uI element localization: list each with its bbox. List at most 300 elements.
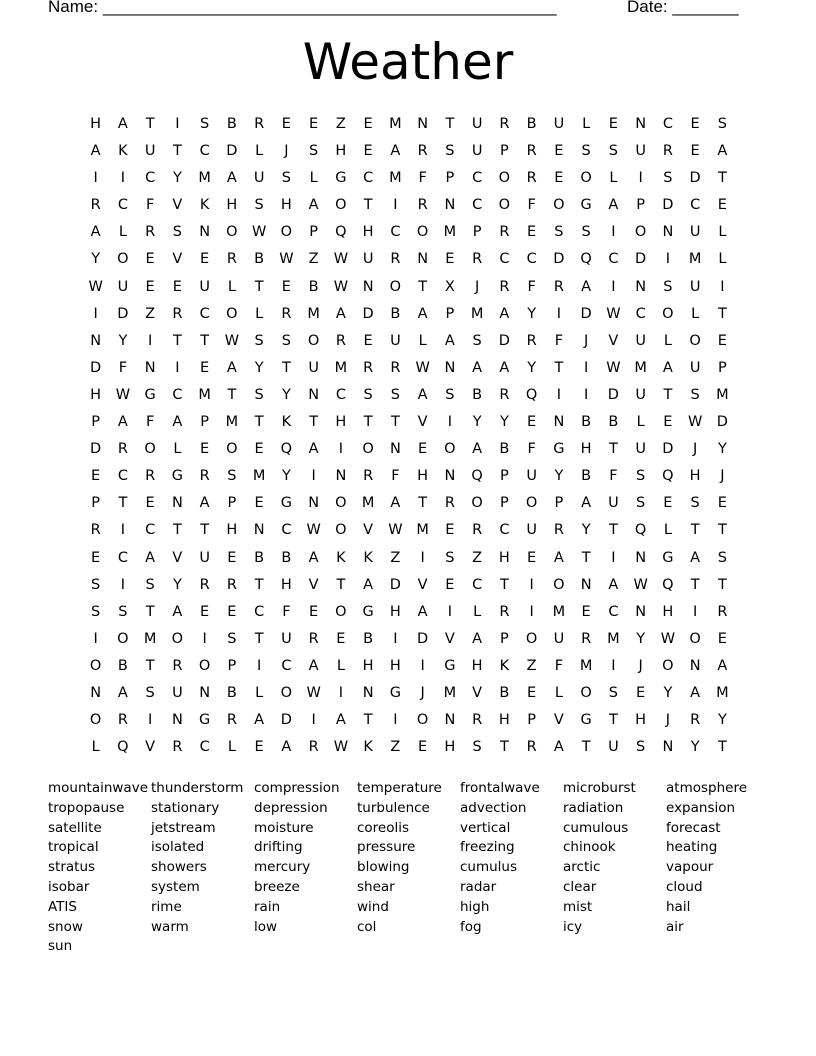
grid-letter: T: [363, 712, 373, 729]
grid-letter: I: [720, 278, 725, 295]
grid-letter: I: [311, 712, 316, 729]
grid-letter: D: [226, 143, 238, 160]
grid-letter: C: [254, 603, 265, 620]
grid-letter: I: [556, 305, 562, 322]
grid-letter: A: [172, 603, 183, 620]
grid-letter: O: [634, 224, 647, 241]
grid-letter: A: [226, 359, 237, 376]
grid-letter: D: [553, 251, 565, 268]
grid-letter: H: [498, 712, 510, 729]
grid-letter: S: [91, 603, 101, 620]
grid-letter: M: [607, 630, 620, 647]
grid-letter: I: [420, 549, 425, 566]
grid-letter: H: [335, 143, 347, 160]
grid-letter: R: [226, 712, 237, 729]
grid-letter: L: [418, 332, 427, 349]
grid-letter: E: [663, 414, 673, 431]
grid-letter: R: [499, 224, 510, 241]
grid-letter: O: [117, 251, 129, 268]
grid-letter: S: [663, 278, 673, 295]
word-item: system: [151, 878, 200, 895]
grid-letter: E: [636, 684, 646, 701]
grid-letter: F: [145, 414, 155, 431]
grid-letter: E: [91, 468, 101, 485]
grid-letter: Y: [663, 684, 673, 701]
grid-letter: R: [526, 739, 537, 756]
grid-letter: N: [417, 116, 429, 132]
word-item: cumulus: [460, 859, 518, 876]
grid-letter: Y: [281, 386, 291, 403]
grid-letter: R: [553, 522, 564, 539]
name-field[interactable]: [48, 0, 557, 17]
grid-letter: N: [308, 495, 320, 512]
grid-letter: O: [580, 170, 592, 187]
grid-row: [82, 222, 736, 249]
grid-letter: T: [254, 576, 264, 593]
grid-letter: S: [690, 495, 700, 512]
grid-letter: N: [635, 549, 647, 566]
grid-letter: S: [390, 386, 400, 403]
grid-letter: T: [554, 359, 564, 376]
grid-letter: O: [498, 197, 511, 214]
grid-letter: R: [308, 739, 319, 756]
grid-letter: T: [254, 414, 264, 431]
grid-letter: E: [445, 522, 455, 539]
grid-letter: A: [335, 712, 346, 729]
grid-letter: R: [417, 197, 428, 214]
grid-letter: T: [145, 116, 155, 132]
grid-letter: H: [498, 549, 510, 566]
grid-row: [82, 412, 736, 439]
grid-letter: T: [608, 441, 618, 458]
grid-letter: T: [227, 386, 237, 403]
grid-row: [82, 629, 736, 656]
grid-letter: P: [472, 224, 482, 241]
grid-letter: L: [582, 116, 591, 132]
word-item: rain: [254, 898, 281, 915]
grid-letter: U: [608, 739, 619, 756]
word-item: hail: [666, 898, 691, 915]
grid-letter: I: [420, 657, 425, 674]
grid-letter: E: [418, 441, 428, 458]
grid-letter: S: [472, 332, 482, 349]
grid-row: [82, 683, 736, 710]
name-blank[interactable]: ________________________________________________: [102, 0, 557, 16]
grid-letter: A: [199, 495, 210, 512]
grid-letter: R: [581, 630, 592, 647]
date-blank[interactable]: _______: [672, 0, 739, 16]
grid-letter: K: [199, 197, 210, 214]
grid-letter: G: [362, 603, 374, 620]
grid-letter: B: [254, 549, 265, 566]
grid-row: [82, 168, 736, 195]
grid-letter: J: [284, 143, 289, 160]
grid-letter: A: [417, 603, 428, 620]
grid-letter: A: [90, 143, 101, 160]
word-item: fog: [460, 918, 482, 935]
grid-letter: G: [662, 549, 674, 566]
grid-letter: G: [171, 468, 183, 485]
word-item: isolated: [151, 839, 205, 856]
grid-letter: T: [717, 739, 727, 756]
grid-letter: S: [690, 386, 700, 403]
grid-letter: V: [417, 414, 428, 431]
grid-letter: K: [499, 657, 510, 674]
grid-letter: H: [226, 197, 238, 214]
grid-letter: R: [472, 712, 483, 729]
grid-letter: A: [717, 657, 728, 674]
grid-letter: L: [336, 657, 345, 674]
grid-letter: O: [389, 278, 402, 295]
grid-letter: B: [117, 657, 128, 674]
grid-letter: O: [471, 495, 483, 512]
grid-letter: H: [389, 603, 401, 620]
grid-letter: P: [91, 414, 100, 431]
grid-letter: A: [472, 359, 483, 376]
grid-letter: V: [608, 332, 619, 349]
grid-letter: H: [580, 441, 592, 458]
grid-letter: M: [252, 468, 266, 485]
grid-letter: W: [306, 522, 321, 539]
word-item: drifting: [254, 839, 303, 856]
grid-letter: O: [553, 576, 565, 593]
word-item: mercury: [254, 859, 311, 876]
grid-letter: S: [281, 170, 291, 187]
word-item: coreolis: [357, 819, 410, 836]
grid-letter: J: [692, 441, 698, 458]
word-item: freezing: [460, 839, 515, 856]
grid-letter: E: [717, 197, 727, 214]
grid-letter: G: [199, 712, 211, 729]
grid-letter: S: [445, 143, 455, 160]
grid-letter: L: [473, 603, 482, 620]
grid-letter: R: [90, 197, 101, 214]
grid-letter: O: [226, 441, 238, 458]
grid-letter: Q: [525, 386, 538, 403]
grid-letter: T: [418, 495, 428, 512]
grid-letter: J: [638, 657, 643, 674]
grid-letter: M: [470, 305, 484, 322]
grid-letter: R: [117, 441, 128, 458]
grid-letter: E: [445, 576, 455, 593]
grid-letter: H: [280, 197, 292, 214]
grid-letter: M: [443, 684, 457, 701]
grid-letter: U: [635, 143, 646, 160]
grid-letter: M: [334, 359, 348, 376]
grid-letter: S: [145, 684, 155, 701]
grid-letter: Z: [335, 116, 346, 132]
grid-letter: B: [581, 468, 592, 485]
grid-letter: A: [472, 630, 483, 647]
grid-letter: U: [608, 495, 619, 512]
grid-letter: R: [335, 332, 346, 349]
grid-letter: H: [662, 603, 674, 620]
grid-letter: Z: [526, 657, 537, 674]
grid-letter: R: [472, 522, 483, 539]
grid-letter: H: [280, 576, 292, 593]
grid-letter: A: [335, 305, 346, 322]
grid-letter: A: [145, 549, 156, 566]
grid-letter: G: [580, 197, 592, 214]
grid-letter: A: [690, 549, 701, 566]
grid-letter: F: [391, 468, 400, 485]
grid-letter: H: [362, 657, 374, 674]
grid-letter: L: [663, 522, 672, 539]
grid-letter: G: [335, 170, 347, 187]
grid-letter: C: [635, 305, 646, 322]
grid-letter: U: [117, 278, 129, 295]
word-item: temperature: [357, 780, 442, 796]
grid-letter: I: [175, 116, 180, 132]
grid-letter: K: [363, 549, 373, 566]
grid-letter: R: [662, 143, 673, 160]
grid-letter: M: [716, 386, 729, 403]
grid-letter: W: [388, 522, 403, 539]
grid-letter: F: [554, 332, 564, 349]
grid-letter: O: [689, 630, 701, 647]
grid-letter: D: [580, 305, 592, 322]
grid-letter: F: [282, 603, 291, 620]
word-item: sun: [48, 938, 73, 955]
grid-letter: I: [556, 386, 562, 403]
grid-letter: F: [527, 197, 536, 214]
grid-letter: O: [226, 305, 238, 322]
grid-letter: H: [90, 116, 102, 132]
grid-letter: P: [554, 495, 564, 512]
grid-letter: I: [393, 197, 398, 214]
grid-letter: S: [636, 468, 646, 485]
grid-letter: H: [226, 522, 238, 539]
grid-letter: O: [335, 197, 347, 214]
grid-letter: N: [335, 468, 347, 485]
grid-letter: L: [255, 684, 264, 701]
grid-letter: I: [638, 170, 643, 187]
grid-letter: T: [172, 332, 182, 349]
grid-letter: M: [307, 305, 320, 322]
grid-letter: D: [662, 197, 674, 214]
grid-letter: D: [362, 305, 374, 322]
word-item: tropical: [48, 839, 99, 856]
grid-letter: V: [553, 712, 564, 729]
grid-letter: E: [690, 143, 700, 160]
grid-letter: M: [198, 386, 211, 403]
grid-letter: Y: [554, 468, 564, 485]
grid-letter: W: [279, 251, 294, 268]
grid-letter: V: [308, 576, 319, 593]
grid-letter: M: [716, 684, 729, 701]
grid-letter: Y: [472, 414, 482, 431]
grid-letter: L: [255, 305, 264, 322]
word-item: moisture: [254, 819, 314, 836]
grid-letter: N: [362, 684, 374, 701]
grid-letter: O: [498, 170, 511, 187]
word-item: microburst: [563, 780, 636, 796]
grid-letter: M: [225, 414, 239, 431]
grid-letter: O: [335, 495, 347, 512]
grid-letter: U: [172, 684, 183, 701]
grid-letter: M: [688, 251, 702, 268]
grid-letter: I: [120, 170, 126, 187]
grid-letter: A: [308, 549, 319, 566]
grid-letter: N: [444, 359, 456, 376]
grid-letter: I: [338, 684, 344, 701]
grid-row: [82, 195, 736, 222]
grid-row: [82, 114, 736, 141]
grid-letter: K: [118, 143, 128, 160]
grid-letter: S: [91, 576, 101, 593]
grid-letter: R: [363, 359, 374, 376]
grid-letter: X: [444, 278, 455, 295]
grid-letter: G: [280, 495, 292, 512]
grid-letter: T: [172, 522, 182, 539]
grid-letter: M: [143, 630, 157, 647]
grid-letter: Q: [471, 468, 483, 485]
grid-letter: A: [117, 116, 128, 132]
grid-letter: L: [691, 305, 700, 322]
grid-letter: W: [687, 414, 703, 431]
grid-letter: C: [608, 603, 619, 620]
grid-letter: P: [227, 657, 237, 674]
grid-row: [82, 656, 736, 683]
word-list: [48, 779, 769, 957]
grid-letter: S: [663, 170, 673, 187]
word-item: thunderstorm: [151, 780, 244, 796]
grid-letter: R: [390, 359, 401, 376]
grid-letter: S: [254, 332, 264, 349]
grid-letter: T: [690, 522, 700, 539]
header: [48, 0, 768, 19]
grid-letter: A: [608, 576, 619, 593]
grid-letter: O: [444, 441, 456, 458]
grid-letter: T: [118, 495, 128, 512]
word-item: stationary: [151, 799, 220, 816]
grid-letter: L: [309, 170, 318, 187]
grid-letter: E: [200, 251, 210, 268]
grid-letter: B: [308, 278, 319, 295]
grid-letter: E: [309, 116, 319, 132]
grid-letter: C: [390, 224, 401, 241]
grid-letter: F: [527, 441, 536, 458]
grid-letter: M: [552, 603, 566, 620]
grid-letter: M: [416, 522, 429, 539]
grid-letter: N: [662, 224, 674, 241]
grid-letter: Z: [390, 549, 401, 566]
grid-letter: M: [579, 657, 593, 674]
grid-row: [82, 737, 736, 764]
grid-letter: N: [635, 278, 647, 295]
grid-letter: T: [172, 143, 182, 160]
grid-letter: R: [553, 278, 564, 295]
grid-letter: W: [415, 359, 430, 376]
grid-letter: D: [280, 712, 292, 729]
grid-letter: S: [145, 576, 155, 593]
grid-letter: T: [309, 414, 319, 431]
grid-letter: V: [172, 549, 183, 566]
grid-letter: A: [117, 684, 128, 701]
grid-letter: A: [363, 576, 374, 593]
grid-letter: N: [580, 576, 592, 593]
grid-letter: N: [444, 712, 456, 729]
grid-letter: I: [611, 657, 616, 674]
grid-letter: U: [689, 359, 701, 376]
grid-letter: V: [172, 197, 183, 214]
grid-letter: A: [690, 684, 701, 701]
grid-letter: P: [500, 468, 509, 485]
grid-letter: T: [145, 603, 155, 620]
grid-letter: A: [472, 441, 483, 458]
grid-row: [82, 439, 736, 466]
grid-letter: P: [445, 305, 455, 322]
grid-letter: E: [254, 441, 264, 458]
grid-letter: Y: [527, 359, 537, 376]
grid-letter: B: [526, 116, 537, 132]
word-item: shear: [357, 878, 395, 895]
grid-letter: Y: [690, 739, 700, 756]
grid-letter: B: [226, 116, 237, 132]
grid-letter: U: [253, 170, 265, 187]
grid-letter: I: [665, 251, 671, 268]
grid-letter: B: [226, 684, 237, 701]
name-label: Name:: [48, 0, 99, 16]
grid-letter: P: [309, 224, 318, 241]
grid-row: [82, 385, 736, 412]
date-field[interactable]: [627, 0, 739, 17]
grid-letter: U: [526, 468, 537, 485]
grid-letter: W: [224, 332, 240, 349]
grid-letter: N: [171, 495, 183, 512]
grid-letter: E: [663, 495, 673, 512]
grid-letter: S: [309, 143, 319, 160]
grid-letter: F: [418, 170, 427, 187]
grid-letter: A: [662, 359, 673, 376]
page-title: Weather: [302, 33, 514, 91]
grid-letter: C: [608, 251, 619, 268]
grid-letter: E: [717, 332, 727, 349]
grid-letter: H: [362, 224, 374, 241]
grid-letter: O: [362, 441, 374, 458]
word-item: showers: [151, 859, 207, 876]
grid-letter: Y: [172, 170, 182, 187]
grid-letter: H: [90, 386, 102, 403]
word-item: atmosphere: [666, 780, 747, 796]
grid-letter: Y: [172, 576, 182, 593]
grid-letter: R: [199, 468, 210, 485]
grid-letter: A: [581, 278, 592, 295]
grid-letter: E: [527, 684, 537, 701]
grid-letter: E: [363, 116, 373, 132]
grid-letter: T: [418, 278, 428, 295]
grid-letter: B: [581, 414, 592, 431]
grid-letter: D: [662, 441, 674, 458]
grid-letter: T: [363, 197, 373, 214]
word-item: snow: [48, 918, 83, 935]
grid-letter: T: [336, 576, 346, 593]
grid-letter: M: [443, 224, 457, 241]
grid-letter: R: [499, 386, 510, 403]
grid-letter: O: [335, 522, 347, 539]
word-item: rime: [151, 898, 182, 915]
grid-row: [82, 249, 736, 276]
grid-letter: O: [280, 684, 293, 701]
grid-letter: I: [583, 386, 589, 403]
grid-letter: T: [390, 414, 400, 431]
grid-letter: T: [363, 414, 373, 431]
grid-letter: I: [175, 359, 180, 376]
grid-letter: N: [662, 739, 674, 756]
grid-letter: T: [717, 170, 727, 187]
grid-row: [82, 575, 736, 602]
grid-letter: S: [717, 549, 727, 566]
